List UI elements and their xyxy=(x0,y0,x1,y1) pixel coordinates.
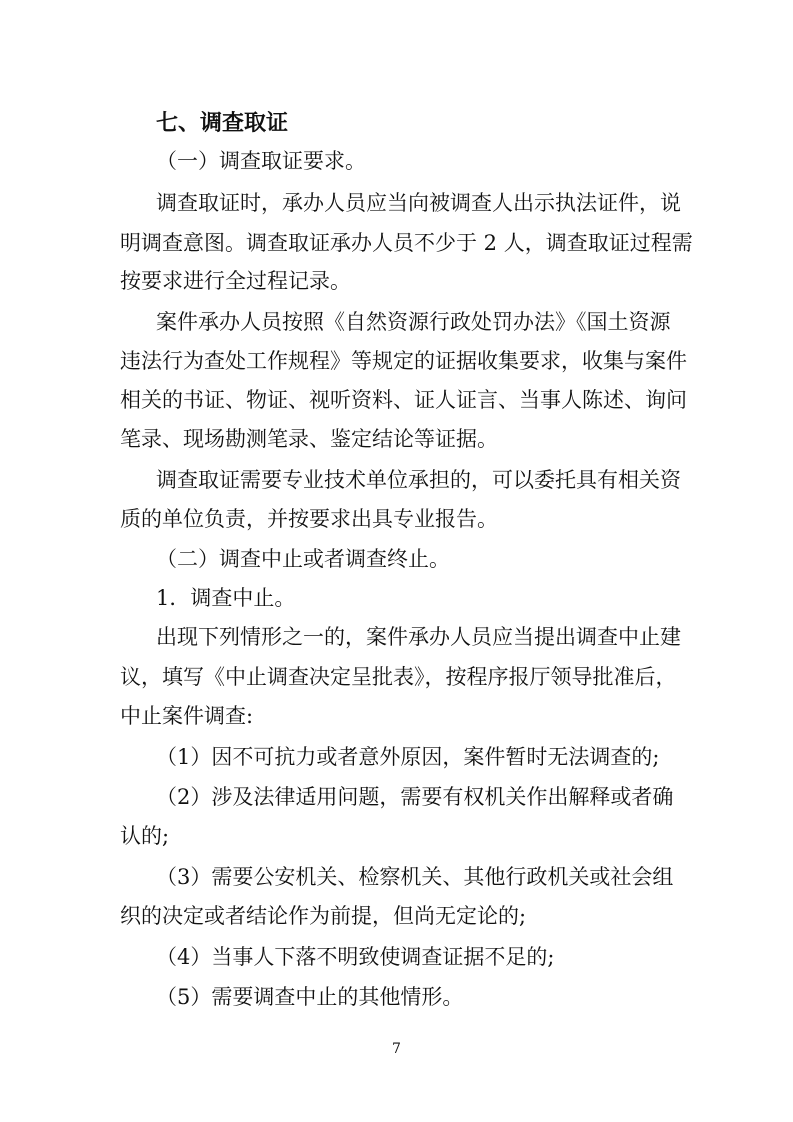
list-item: （2）涉及法律适用问题，需要有权机关作出解释或者确 xyxy=(156,785,674,809)
item-title: 1．调查中止。 xyxy=(156,586,296,610)
paragraph-line: 调查取证时，承办人员应当向被调查人出示执法证件，说 xyxy=(156,191,681,215)
paragraph-line: 中止案件调查: xyxy=(120,704,254,728)
paragraph-line: 案件承办人员按照《自然资源行政处罚办法》《国土资源 xyxy=(156,310,671,334)
paragraph-line: 笔录、现场勘测笔录、鉴定结论等证据。 xyxy=(120,427,498,451)
section-title: 七、调查取证 xyxy=(156,111,289,136)
list-item-continuation: 认的; xyxy=(120,824,170,848)
paragraph-line: 议，填写《中止调查决定呈批表》，按程序报厅领导批准后， xyxy=(120,665,677,689)
paragraph-line: 质的单位负责，并按要求出具专业报告。 xyxy=(120,507,498,531)
subsection-title-suspension: （二）调查中止或者调查终止。 xyxy=(156,547,450,571)
paragraph-line: 调查取证需要专业技术单位承担的，可以委托具有相关资 xyxy=(156,468,681,492)
subsection-title-requirements: （一）调查取证要求。 xyxy=(156,149,366,173)
list-item: （1）因不可抗力或者意外原因，案件暂时无法调查的; xyxy=(156,745,660,769)
paragraph-line: 出现下列情形之一的，案件承办人员应当提出调查中止建 xyxy=(156,625,681,649)
list-item: （3）需要公安机关、检察机关、其他行政机关或社会组 xyxy=(156,865,674,889)
list-item: （4）当事人下落不明致使调查证据不足的; xyxy=(156,945,555,969)
paragraph-line: 违法行为查处工作规程》等规定的证据收集要求，收集与案件 xyxy=(120,349,687,373)
page-number: 7 xyxy=(392,1041,401,1057)
paragraph-line: 相关的书证、物证、视听资料、证人证言、当事人陈述、询问 xyxy=(120,388,687,412)
list-item-continuation: 织的决定或者结论作为前提，但尚无定论的; xyxy=(120,904,527,928)
paragraph-line: 明调查意图。调查取证承办人员不少于 2 人，调查取证过程需 xyxy=(120,231,693,255)
list-item: （5）需要调查中止的其他情形。 xyxy=(156,985,464,1009)
paragraph-line: 按要求进行全过程记录。 xyxy=(120,269,351,293)
